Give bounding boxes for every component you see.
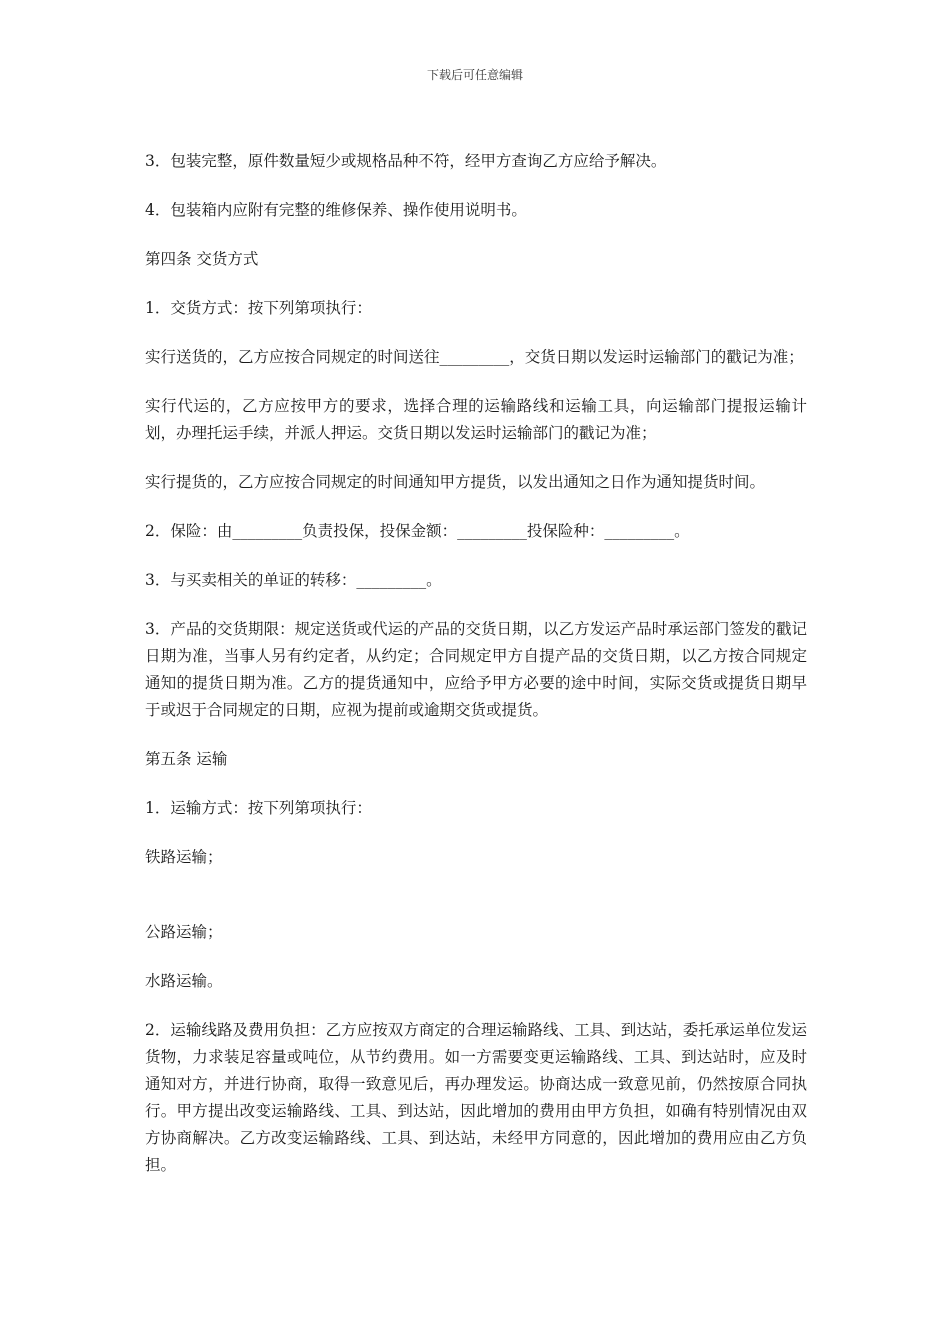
- clause-4-manual: 4．包装箱内应附有完整的维修保养、操作使用说明书。: [145, 201, 527, 219]
- transport-option-water: 水路运输。: [145, 972, 223, 990]
- documents-transfer-item: 3．与买卖相关的单证的转移：_________。: [145, 571, 442, 589]
- delivery-method-item: 1．交货方式：按下列第项执行：: [145, 299, 372, 317]
- article-4-heading: 第四条 交货方式: [145, 250, 259, 268]
- transport-option-rail: 铁路运输；: [145, 848, 223, 866]
- document-body: [145, 148, 807, 1201]
- delivery-option-send: 实行送货的，乙方应按合同规定的时间送往_________，交货日期以发运时运输部门的戳记为准；: [145, 348, 804, 366]
- insurance-item: 2．保险：由_________负责投保，投保金额：_________投保险种：_________。: [145, 522, 690, 540]
- delivery-term-item: 3．产品的交货期限：规定送货或代运的产品的交货日期，以乙方发运产品时承运部门签发的戳记日期为准，当事人另有约定者，从约定；合同规定甲方自提产品的交货日期，以乙方按合同规定通知的提货日期为准。乙方的提货通知中，应给予甲方必要的途中时间，实际交货或提货日期早于或迟于合同规定的日期，应视为提前或逾期交货或提货。: [145, 620, 807, 719]
- transport-option-road: 公路运输；: [145, 923, 223, 941]
- delivery-option-pickup: 实行提货的，乙方应按合同规定的时间通知甲方提货，以发出通知之日作为通知提货时间。: [145, 473, 766, 491]
- page-header: 下载后可任意编辑: [426, 68, 523, 82]
- article-5-heading: 第五条 运输: [145, 750, 228, 768]
- transport-method-item: 1．运输方式：按下列第项执行：: [145, 799, 372, 817]
- transport-route-cost-item: 2．运输线路及费用负担：乙方应按双方商定的合理运输路线、工具、到达站，委托承运单位发运货物，力求装足容量或吨位，从节约费用。如一方需要变更运输路线、工具、到达站时，应及时通知对方，并进行协商，取得一致意见后，再办理发运。协商达成一致意见前，仍然按原合同执行。甲方提出改变运输路线、工具、到达站，因此增加的费用由甲方负担，如确有特别情况由双方协商解决。乙方改变运输路线、工具、到达站，未经甲方同意的，因此增加的费用应由乙方负担。: [145, 1021, 807, 1174]
- clause-3-packaging: 3．包装完整，原件数量短少或规格品种不符，经甲方查询乙方应给予解决。: [145, 152, 667, 170]
- delivery-option-agent: 实行代运的，乙方应按甲方的要求，选择合理的运输路线和运输工具，向运输部门提报运输计划，办理托运手续，并派人押运。交货日期以发运时运输部门的戳记为准；: [145, 397, 807, 442]
